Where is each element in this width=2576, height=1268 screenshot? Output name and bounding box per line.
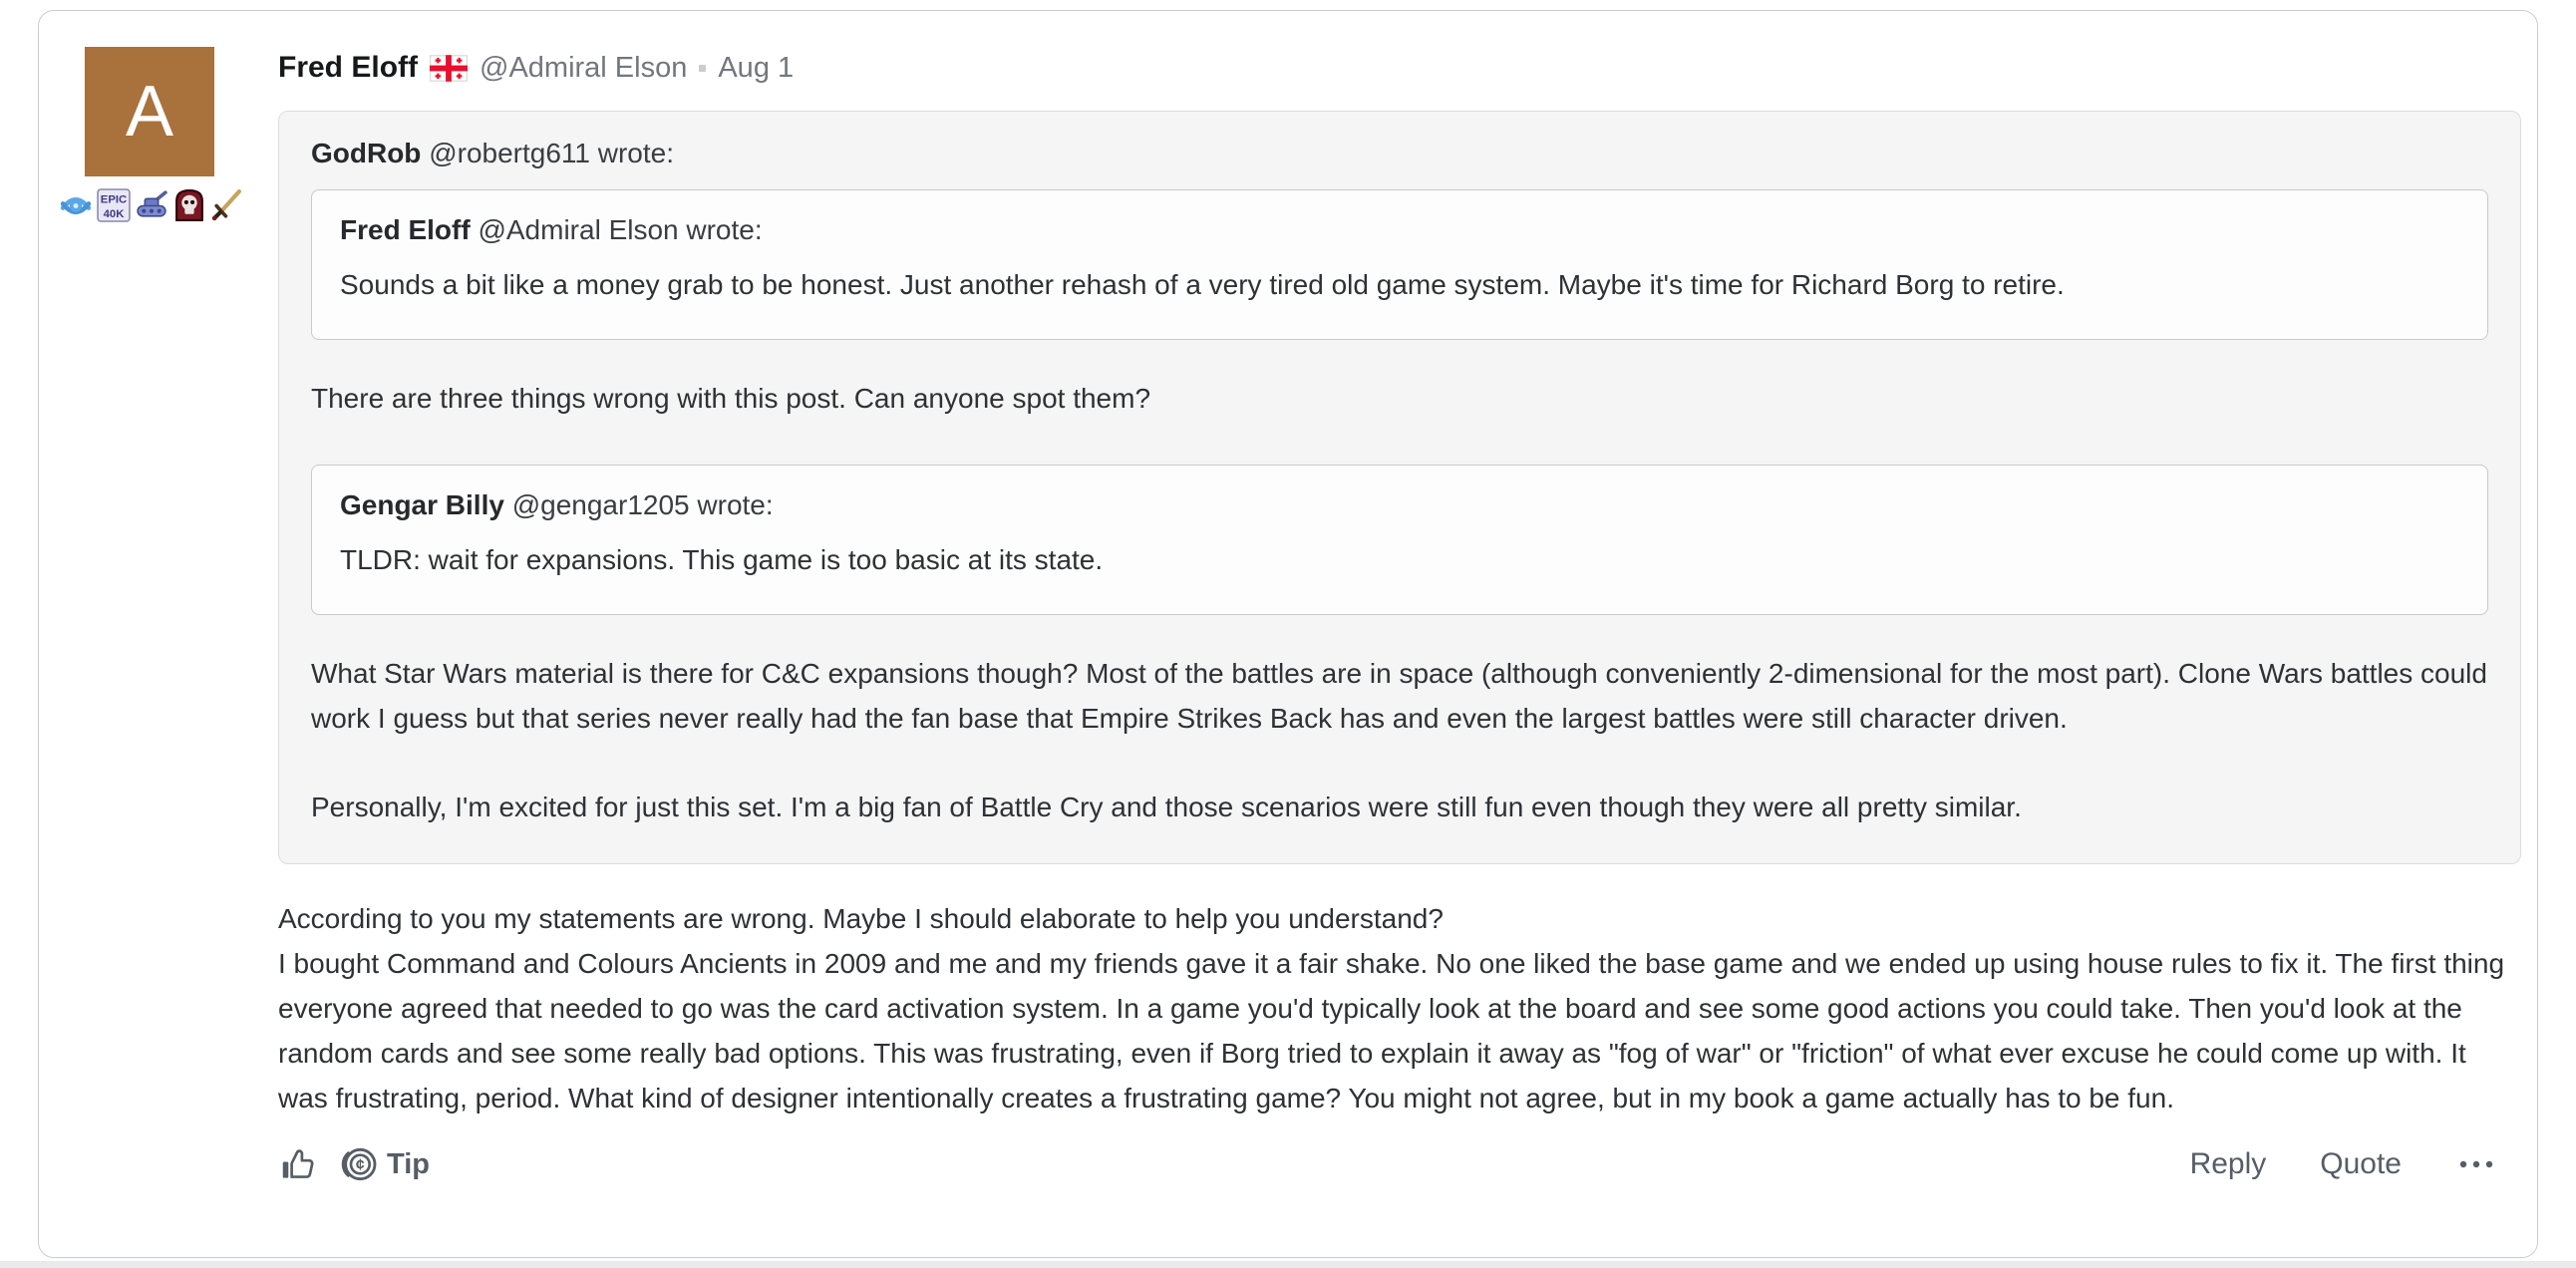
svg-text:¢: ¢ (355, 1156, 365, 1174)
body-paragraph: I bought Command and Colours Ancients in 2009 and me and my friends gave it a fair shake. No one liked the base game and we ended up using house rules to fix it. The first thing everyone agreed that needed to go was the card activation system. In a game you'd typically look at the board and see some good actions you could take. Then you'd look at the random cards and see some really bad options. This was frustrating, even if Borg tried to explain it away as "fog of war" or "friction" of what ever excuse he could come up with. It was frustrating, period. What kind of designer intentionally creates a frustrating game? You might not agree, but in my book a game actually has to be fun. (278, 948, 2505, 1113)
tip-button[interactable] (338, 1144, 430, 1184)
georgia-flag-icon (430, 55, 468, 82)
author-column (83, 45, 278, 1237)
horizontal-ellipsis-icon (2455, 1154, 2497, 1174)
author-name[interactable]: Fred Eloff (278, 51, 418, 84)
tip-label: Tip (387, 1147, 430, 1180)
post-content (278, 45, 2521, 1237)
quoted-author-name[interactable]: GodRob (311, 138, 422, 168)
post-actions (2190, 1147, 2521, 1181)
nested-quote-1 (311, 189, 2488, 340)
quote-button[interactable]: Quote (2320, 1147, 2402, 1180)
skull-shield-badge-icon[interactable] (172, 188, 206, 222)
blue-eye-hands-badge-icon[interactable] (59, 188, 93, 222)
svg-text:40K: 40K (103, 207, 125, 220)
quoted-author-name[interactable]: Gengar Billy (340, 489, 504, 520)
svg-text:EPIC: EPIC (100, 193, 128, 206)
quote-attribution (340, 214, 2459, 246)
sword-badge-icon[interactable] (210, 188, 244, 222)
quote-body: Sounds a bit like a money grab to be honest. Just another rehash of a very tired old game system. Maybe it's time for Richard Borg to retire. (340, 269, 2065, 300)
next-section-edge (0, 1261, 2576, 1268)
quoted-author-handle: @Admiral Elson wrote: (478, 214, 763, 245)
quoted-post (278, 111, 2521, 864)
body-paragraph: According to you my statements are wrong. Maybe I should elaborate to help you understand? (278, 903, 1444, 934)
quoted-author-handle: @robertg611 wrote: (429, 138, 675, 168)
thumbs-up-icon (278, 1145, 316, 1183)
avatar[interactable]: A (85, 47, 214, 176)
quote-body: TLDR: wait for expansions. This game is too basic at its state. (340, 544, 1104, 575)
author-handle[interactable]: @Admiral Elson (480, 51, 688, 84)
post-footer (278, 1144, 2521, 1184)
post-body (278, 896, 2521, 1120)
quoted-author-name[interactable]: Fred Eloff (340, 214, 471, 245)
forum-post (38, 10, 2538, 1258)
quote-attribution (311, 138, 2488, 169)
cent-coin-icon (338, 1144, 378, 1184)
microbadges-row (59, 188, 278, 222)
reply-button[interactable]: Reply (2189, 1147, 2267, 1180)
epic-40k-badge-icon[interactable] (97, 188, 131, 222)
post-header (278, 51, 2521, 85)
quoted-paragraph: There are three things wrong with this post. Can anyone spot them? (311, 383, 1151, 414)
quoted-paragraph: What Star Wars material is there for C&C expansions though? Most of the battles are in space (although conveniently 2-dimensional for the most part). Clone Wars battles could work I guess but that series never really had the fan base that Empire Strikes Back has and even the largest battles were still character driven. (311, 658, 2487, 734)
quoted-author-handle: @gengar1205 wrote: (511, 489, 774, 520)
quote-attribution (340, 489, 2459, 521)
quoted-paragraph: Personally, I'm excited for just this set. I'm a big fan of Battle Cry and those scenarios were still fun even though they were all pretty similar. (311, 792, 2022, 822)
nested-quote-2 (311, 465, 2488, 615)
blue-tank-badge-icon[interactable] (135, 188, 168, 222)
thumbs-up-button[interactable] (278, 1145, 316, 1183)
more-options-button[interactable] (2455, 1154, 2497, 1174)
post-date: Aug 1 (718, 51, 795, 84)
separator-dot-icon (699, 65, 706, 72)
